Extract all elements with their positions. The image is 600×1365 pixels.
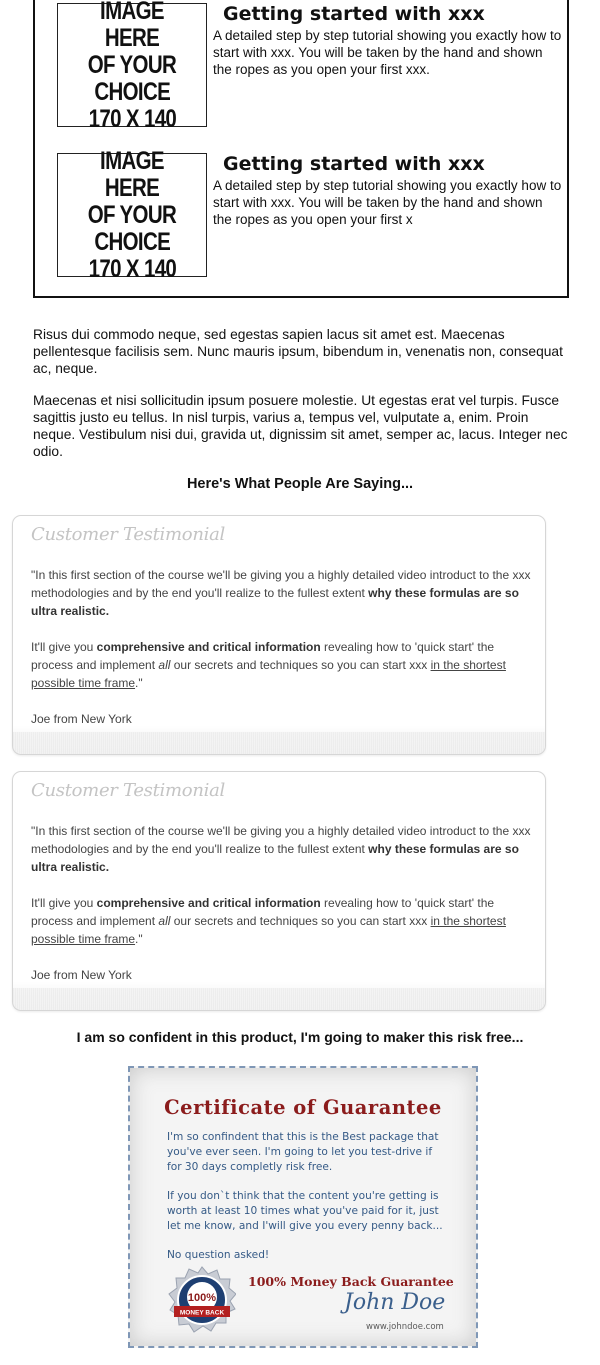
testimonial-text: our secrets and techniques so you can start xxx [170, 914, 431, 928]
image-placeholder-line: 170 X 140 [88, 254, 176, 283]
testimonial-italic-text: all [158, 658, 171, 672]
image-placeholder-line: 170 X 140 [88, 104, 176, 133]
image-placeholder-line: OF YOUR [87, 200, 177, 229]
image-placeholder-line: CHOICE [94, 227, 170, 256]
badge-percent: 100% [187, 1292, 217, 1304]
testimonial-link[interactable]: in the shortest possible time frame [31, 658, 506, 690]
testimonial-author: Joe from New York [31, 968, 132, 982]
badge-label: MONEY BACK [179, 1309, 225, 1317]
testimonial-paragraph [31, 894, 531, 948]
testimonial-bold-text: why these formulas are so ultra realistic. [31, 842, 519, 874]
testimonial-text: revealing how to 'quick start' the process and implement [31, 640, 495, 672]
testimonial-bold-text: comprehensive and critical information [96, 896, 321, 910]
body-paragraph: Maecenas et nisi sollicitudin ipsum posuere molestie. Ut egestas erat vel turpis. Fusce sagittis justo eu tellus. In nisl turpis, varius a, tempus vel, vulputate a, enim. Proin neque. Vestibulum nisi dui, gravida ut, dignissim sit amet, semper ac, lacus. Integer nec odio. [33, 393, 568, 459]
image-placeholder-line: OF YOUR [87, 50, 177, 79]
product-description: A detailed step by step tutorial showing you exactly how to start with xxx. You will be taken by the hand and shown the ropes as you open your first x [213, 178, 562, 227]
product-title: Getting started with xxx [223, 153, 485, 175]
testimonial-paragraph [31, 638, 531, 692]
testimonial-text: "In this first section of the course we'll be giving you a highly detailed video introduct to the xxx methodologies and by the end you'll realize to the fullest extent [31, 824, 531, 856]
testimonial-italic-text: all [158, 914, 171, 928]
certificate-title: Certificate of Guarantee [164, 1096, 442, 1119]
testimonial-text: revealing how to 'quick start' the process and implement [31, 896, 495, 928]
image-placeholder-line: IMAGE HERE [100, 146, 164, 202]
testimonial-body [31, 822, 531, 1002]
guarantee-certificate [128, 1066, 478, 1348]
certificate-text [167, 1130, 447, 1277]
testimonial-bold-text: why these formulas are so ultra realistic. [31, 586, 519, 618]
certificate-paragraph: I'm so confindent that this is the Best package that you've ever seen. I'm going to let you test-drive if for 30 days completly risk free. [167, 1131, 439, 1173]
guarantee-heading: I am so confident in this product, I'm going to maker this risk free... [76, 1029, 524, 1045]
money-back-label: 100% Money Back Guarantee [248, 1274, 454, 1289]
testimonial-author: Joe from New York [31, 712, 132, 726]
testimonial-bold-text: comprehensive and critical information [96, 640, 321, 654]
image-placeholder [57, 0, 207, 133]
certificate-paragraph: If you don`t think that the content you're getting is worth at least 10 times what you've paid for it, just let me know, and I'will give you every penny back... [167, 1190, 443, 1232]
testimonial-card [12, 771, 546, 1011]
testimonial-link[interactable]: in the shortest possible time frame [31, 914, 506, 946]
website-url[interactable]: www.johndoe.com [366, 1322, 444, 1332]
certificate-paragraph: No question asked! [167, 1249, 270, 1261]
testimonial-text: It'll give you [31, 640, 97, 654]
product-description: A detailed step by step tutorial showing you exactly how to start with xxx. You will be taken by the hand and shown the ropes as you open your first xxx. [213, 28, 562, 77]
testimonial-footer [13, 732, 545, 754]
image-placeholder-line: IMAGE HERE [100, 0, 164, 52]
testimonial-paragraph [31, 566, 531, 620]
image-placeholder [57, 146, 207, 283]
products-box [33, 0, 569, 298]
testimonial-text: It'll give you [31, 896, 97, 910]
testimonial-title: Customer Testimonial [31, 780, 225, 801]
testimonial-title: Customer Testimonial [31, 524, 225, 545]
body-paragraph: Risus dui commodo neque, sed egestas sapien lacus sit amet est. Maecenas pellentesque facilisis sem. Nunc mauris ipsum, bibendum in, venenatis non, consequat ac, neque. [33, 327, 563, 376]
product-title: Getting started with xxx [223, 3, 485, 25]
image-placeholder-line: CHOICE [94, 77, 170, 106]
testimonial-paragraph [31, 822, 531, 876]
testimonials-heading: Here's What People Are Saying... [186, 476, 414, 492]
testimonial-text: ." [135, 676, 143, 690]
money-back-badge-icon [168, 1266, 236, 1334]
signature: John Doe [344, 1290, 446, 1315]
testimonial-card [12, 515, 546, 755]
testimonial-text: ." [135, 932, 143, 946]
testimonial-text: "In this first section of the course we'll be giving you a highly detailed video introduct to the xxx methodologies and by the end you'll realize to the fullest extent [31, 568, 531, 600]
testimonial-text: our secrets and techniques so you can start xxx [170, 658, 431, 672]
testimonial-footer [13, 988, 545, 1010]
testimonial-body [31, 566, 531, 746]
